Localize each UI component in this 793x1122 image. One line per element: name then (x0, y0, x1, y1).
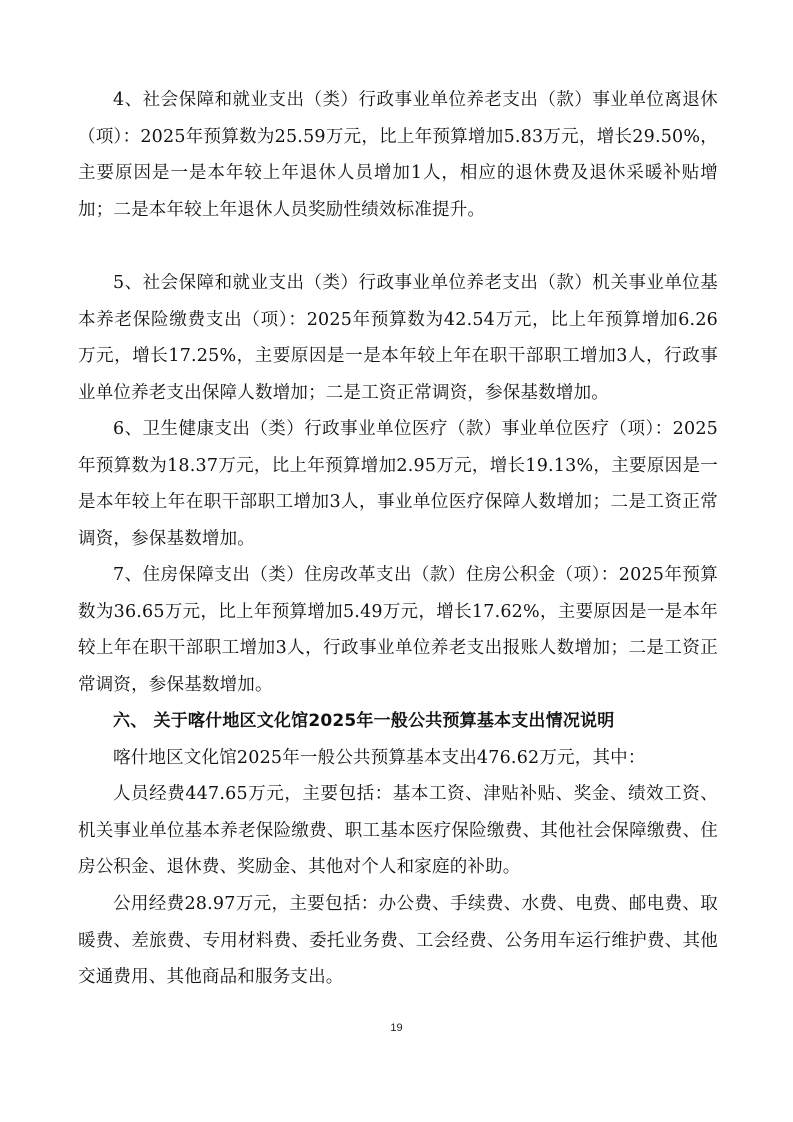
paragraph-item-6: 6、卫生健康支出（类）行政事业单位医疗（款）事业单位医疗（项）：2025年预算数为18.37万元，比上年预算增加2.95万元，增长19.13%，主要原因是一是本年较上年在职干部职工增加3人，事业单位医疗保障人数增加；二是工资正常调资，参保基数增加。 (78, 419, 718, 549)
section-heading-6: 六、 关于喀什地区文化馆2025年一般公共预算基本支出情况说明 (113, 711, 615, 731)
public-expenditure-paragraph: 公用经费28.97万元，主要包括：办公费、手续费、水费、电费、邮电费、取暖费、差旅费、专用材料费、委托业务费、工会经费、公务用车运行维护费、其他交通费用、其他商品和服务支出。 (78, 894, 718, 987)
paragraph-item-4: 4、社会保障和就业支出（类）行政事业单位养老支出（款）事业单位离退休（项）：2025年预算数为25.59万元，比上年预算增加5.83万元，增长29.50%，主要原因是一是本年较上年退休人员增加1人，相应的退休费及退休采暖补贴增加；二是本年较上年退休人员奖励性绩效标准提升。 (78, 90, 718, 220)
page-number: 19 (390, 1022, 403, 1034)
paragraph-item-5: 5、社会保障和就业支出（类）行政事业单位养老支出（款）机关事业单位基本养老保险缴费支出（项）：2025年预算数为42.54万元，比上年预算增加6.26万元，增长17.25%，主要原因是一是本年较上年在职干部职工增加3人，行政事业单位养老支出保障人数增加；二是工资正常调资，参保基数增加。 (78, 273, 718, 403)
paragraph-item-7: 7、住房保障支出（类）住房改革支出（款）住房公积金（项）：2025年预算数为36.65万元，比上年预算增加5.49万元，增长17.62%，主要原因是一是本年较上年在职干部职工增加3人，行政事业单位养老支出报账人数增加；二是工资正常调资，参保基数增加。 (78, 565, 718, 695)
personnel-expenditure-paragraph: 人员经费447.65万元，主要包括：基本工资、津贴补贴、奖金、绩效工资、机关事业单位基本养老保险缴费、职工基本医疗保险缴费、其他社会保障缴费、住房公积金、退休费、奖励金、其他对个人和家庭的补助。 (78, 784, 718, 877)
basic-expenditure-summary: 喀什地区文化馆2025年一般公共预算基本支出476.62万元，其中： (113, 748, 646, 768)
